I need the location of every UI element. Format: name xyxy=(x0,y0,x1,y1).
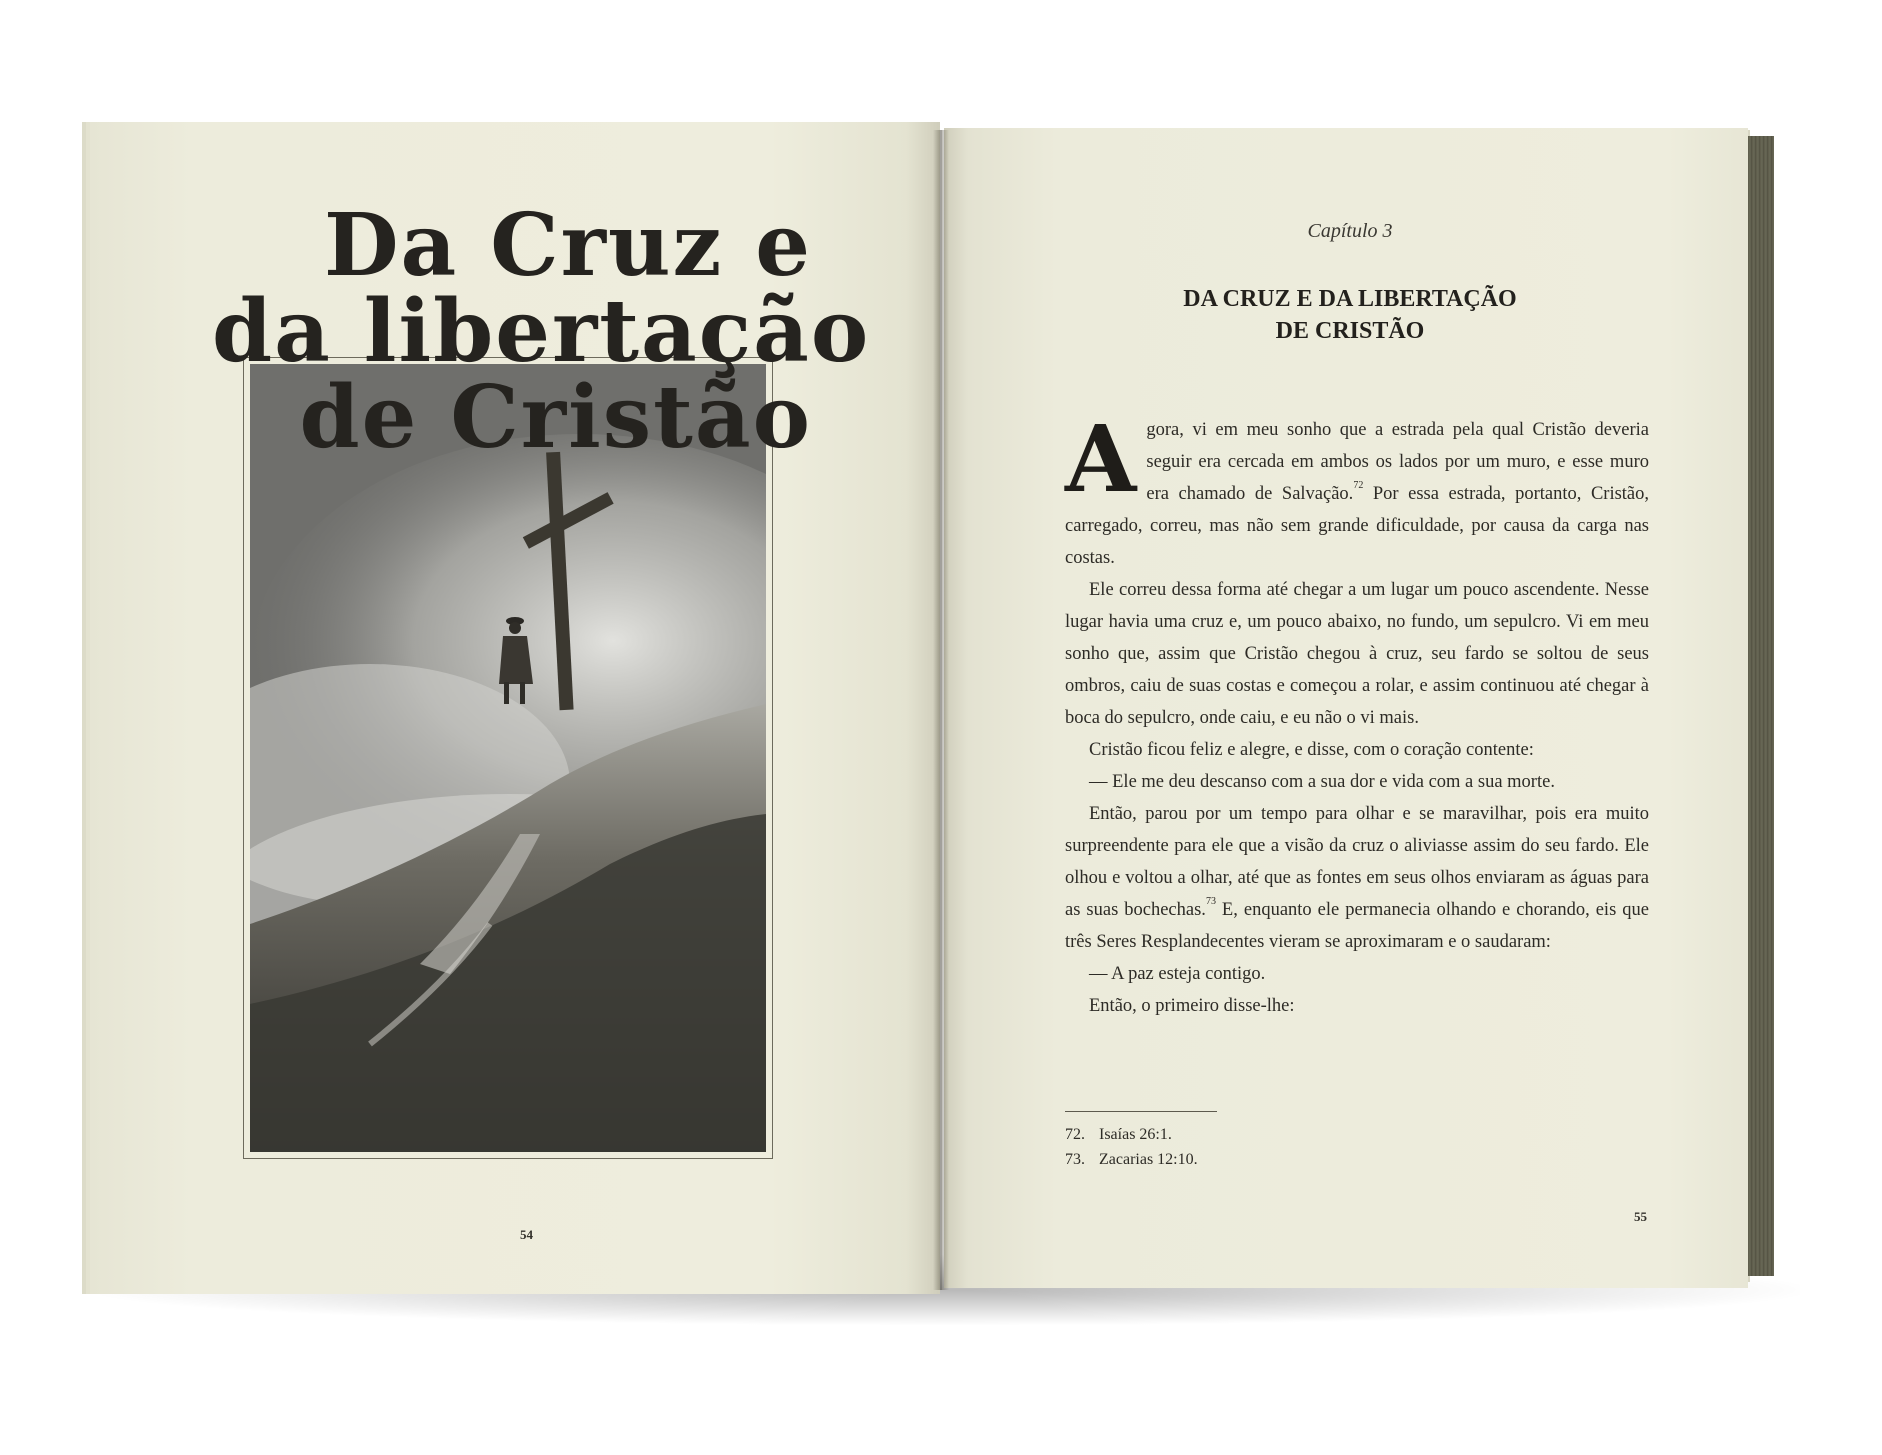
footnote-rule xyxy=(1065,1111,1217,1112)
footnote-text: Zacarias 12:10. xyxy=(1099,1151,1198,1168)
footnote xyxy=(1065,1122,1465,1147)
page-block-edge xyxy=(1748,136,1774,1276)
footnote-ref[interactable]: 72 xyxy=(1353,480,1364,491)
chapter-label: Capítulo 3 xyxy=(1307,220,1393,242)
heading-line: DE CRISTÃO xyxy=(1275,318,1425,344)
paragraph xyxy=(1065,798,1649,958)
paragraph-text: E, enquanto ele permanecia olhando e chorando, eis que três Seres Resplandecentes vieram se aproximaram e o saudaram: xyxy=(1065,900,1649,952)
dialogue-line: — Ele me deu descanso com a sua dor e vida com a sua morte. xyxy=(1089,772,1555,792)
painting-cross-on-hill-icon xyxy=(250,364,766,1152)
chapter-heading xyxy=(1120,283,1580,347)
page-number-right: 55 xyxy=(1634,1209,1647,1224)
paragraph: Cristão ficou feliz e alegre, e disse, com o coração contente: xyxy=(1089,740,1534,760)
dialogue-line: — A paz esteja contigo. xyxy=(1089,964,1266,984)
paragraph-text: Então, parou por um tempo para olhar e se maravilhar, pois era muito surpreendente para ele que a visão da cruz o aliviasse assim do seu fardo. Ele olhou e voltou a olhar, até que as fontes em seus olhos enviaram as águas para as suas bochechas. xyxy=(1065,804,1649,920)
paragraph: Ele correu dessa forma até chegar a um lugar um pouco ascendente. Nesse lugar havia uma cruz e, um pouco abaixo, no fundo, um sepulcro. Vi em meu sonho que, assim que Cristão chegou à cruz, seu fardo se soltou de seus ombros, caiu de suas costas e começou a rolar, e assim continuou até chegar à boca do sepulcro, onde caiu, e eu não o vi mais. xyxy=(1065,580,1649,728)
footnote-ref[interactable]: 73 xyxy=(1205,896,1216,907)
paragraph: Então, o primeiro disse-lhe: xyxy=(1089,996,1295,1016)
footnote-number: 72. xyxy=(1065,1126,1085,1143)
display-title-line: Da Cruz e xyxy=(323,195,812,296)
footnote-number: 73. xyxy=(1065,1151,1085,1168)
footnote-text: Isaías 26:1. xyxy=(1099,1126,1172,1143)
footnotes xyxy=(1065,1122,1465,1172)
display-chapter-title xyxy=(212,195,871,468)
illustration xyxy=(250,364,766,1152)
display-title-line: de Cristão xyxy=(299,367,812,468)
drop-cap: A xyxy=(1065,405,1137,513)
book-gutter xyxy=(933,130,949,1290)
page-number-left: 54 xyxy=(520,1227,533,1242)
heading-line: DA CRUZ E DA LIBERTAÇÃO xyxy=(1183,286,1517,312)
paragraph xyxy=(1065,405,1650,574)
body-text xyxy=(1065,405,1650,1022)
paragraph-text: Por essa estrada, portanto, Cristão, carregado, correu, mas não sem grande dificuldade, por causa da carga nas costas. xyxy=(1065,484,1650,568)
paragraph-text: gora, vi em meu sonho que a estrada pela qual Cristão deveria seguir era cercada em ambos os lados por um muro, e esse muro era chamado de Salvação. xyxy=(1146,420,1649,504)
display-title-line: da libertação xyxy=(212,281,871,382)
footnote xyxy=(1065,1147,1465,1172)
